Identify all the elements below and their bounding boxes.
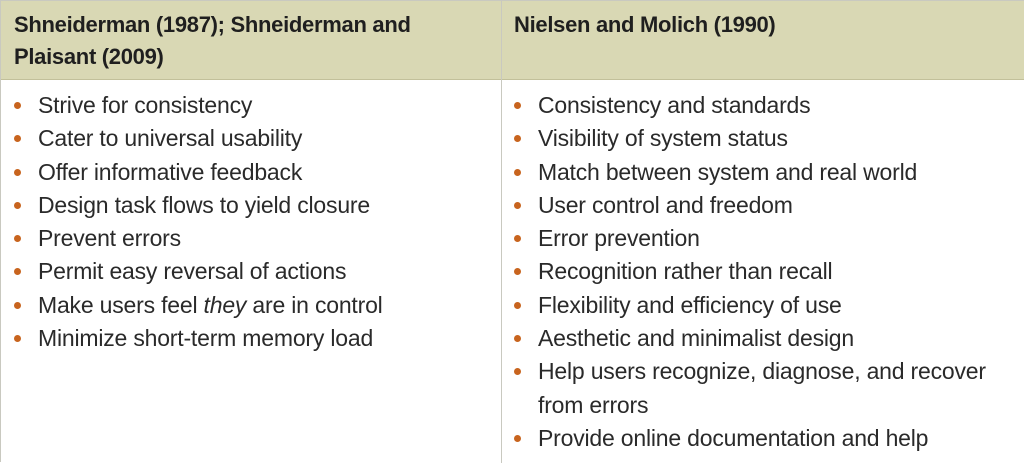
list-item (2, 156, 500, 189)
list-item (502, 355, 1024, 422)
list-item (502, 189, 1024, 222)
bullet-icon (514, 235, 521, 242)
list-item-text: Error prevention (538, 225, 700, 252)
list-item (2, 222, 500, 255)
list-item-text: Visibility of system status (538, 125, 788, 152)
shneiderman-rules-list (2, 89, 500, 355)
list-item-text: Strive for consistency (38, 92, 253, 118)
bullet-icon (514, 268, 521, 275)
bullet-icon (14, 169, 21, 176)
bullet-icon (14, 135, 21, 142)
bullet-icon (14, 335, 21, 342)
bullet-icon (514, 335, 521, 342)
bullet-icon (514, 102, 521, 109)
list-item-text: Aesthetic and minimalist design (538, 325, 854, 352)
list-item-text: User control and freedom (538, 191, 793, 218)
bullet-icon (514, 368, 521, 375)
bullet-icon (514, 302, 521, 309)
list-item (502, 255, 1024, 288)
list-item (502, 156, 1024, 189)
shneiderman-rules-cell (2, 80, 500, 355)
list-item-text-post: are in control (246, 291, 383, 318)
bullet-icon (14, 302, 21, 309)
column-heading-shneiderman: Shneiderman (1987); Shneiderman and Plaisant (2009) (14, 12, 411, 69)
nielsen-molich-heuristics-list (502, 89, 1024, 455)
list-item (2, 322, 500, 355)
list-item (2, 255, 500, 288)
list-item (502, 422, 1024, 455)
list-item-text: Flexibility and efficiency of use (538, 291, 842, 318)
list-item (2, 122, 500, 155)
list-item-emphasis: they (203, 291, 247, 318)
list-item-text-pre: Make users feel (38, 291, 204, 318)
list-item (2, 189, 500, 222)
list-item-text: Offer informative feedback (38, 158, 303, 185)
list-item (2, 89, 500, 122)
list-item (502, 322, 1024, 355)
list-item-text: Match between system and real world (538, 158, 918, 185)
list-item-text: Prevent errors (38, 225, 181, 252)
bullet-icon (14, 102, 21, 109)
bullet-icon (514, 202, 521, 209)
bullet-icon (514, 435, 521, 442)
list-item-text: Permit easy reversal of actions (38, 258, 347, 285)
list-item-text: Design task flows to yield closure (38, 191, 370, 218)
list-item (2, 289, 500, 322)
list-item (502, 222, 1024, 255)
list-item (502, 289, 1024, 322)
list-item-text: Consistency and standards (538, 92, 811, 118)
bullet-icon (514, 169, 521, 176)
list-item-text: Recognition rather than recall (538, 258, 833, 285)
column-heading-nielsen-molich: Nielsen and Molich (1990) (514, 12, 776, 37)
bullet-icon (14, 202, 21, 209)
bullet-icon (14, 235, 21, 242)
bullet-icon (514, 135, 521, 142)
list-item (502, 122, 1024, 155)
list-item-text: Help users recognize, diagnose, and recover from errors (538, 358, 986, 418)
nielsen-molich-heuristics-cell (502, 80, 1024, 455)
list-item-text: Cater to universal usability (38, 125, 303, 152)
list-item-text: Minimize short-term memory load (38, 325, 374, 352)
bullet-icon (14, 268, 21, 275)
list-item (502, 89, 1024, 122)
list-item-text: Provide online documentation and help (538, 424, 929, 451)
